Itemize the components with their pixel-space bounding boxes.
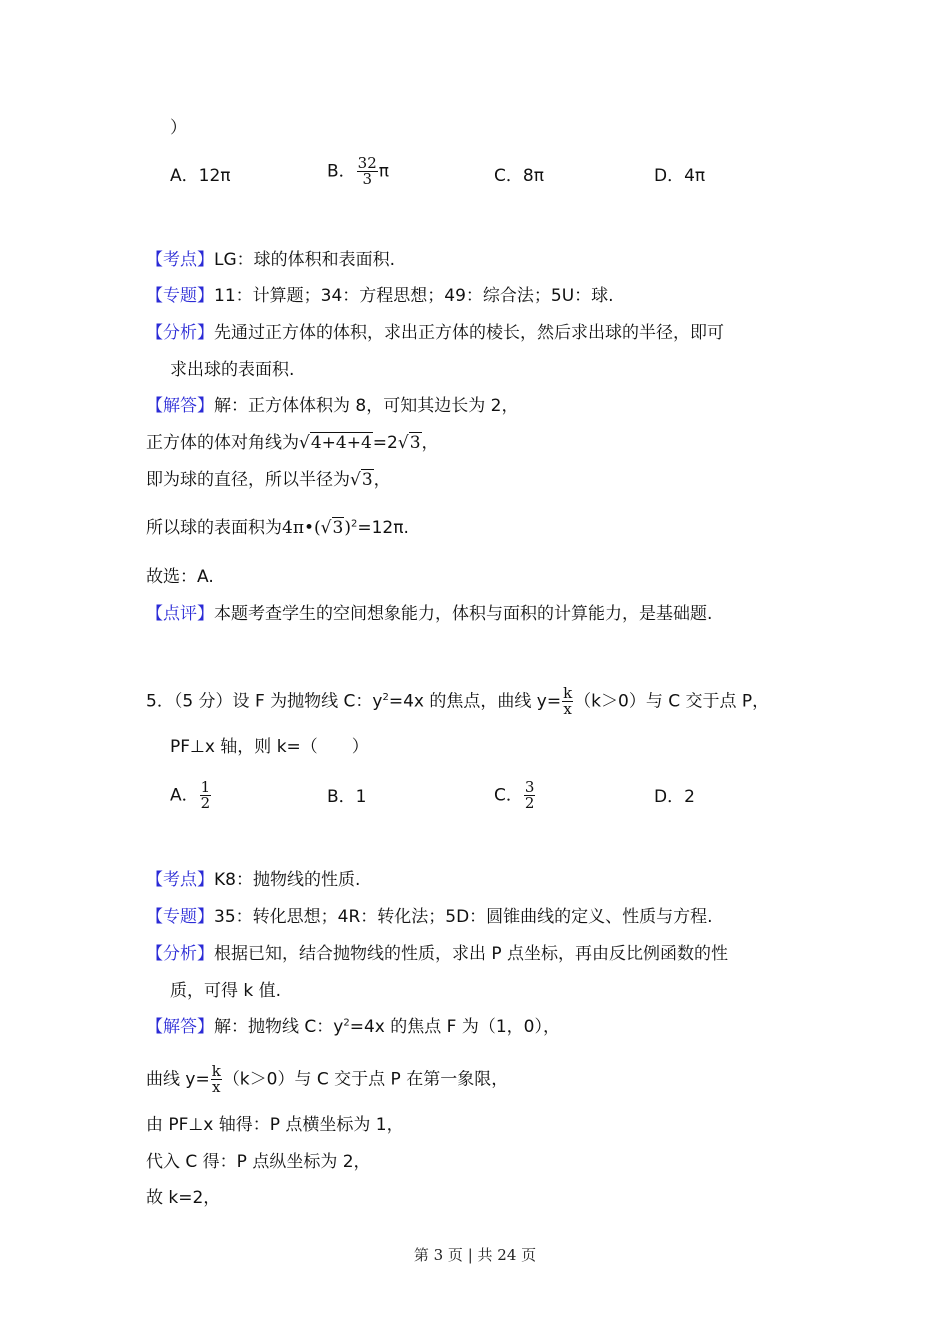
q5-option-b: B．1 (327, 787, 367, 807)
q5-stem: 5．（5 分）设 F 为抛物线 C：$y^2=4x$ 的焦点，曲线 y= $\frac{k}{x}$ （k＞0）与 C 交于点 P， (146, 684, 770, 718)
q5-fenxi-cont: 质，可得 k 值. (170, 981, 282, 1001)
q4-option-b: B． $\frac{32}{3}$ π (327, 154, 390, 188)
sqrt: √4+4+4 (299, 433, 372, 453)
q4-dianping: 【点评】本题考查学生的空间想象能力，体积与面积的计算能力，是基础题. (146, 604, 713, 624)
section-tag: 【解答】 (146, 1017, 214, 1037)
sqrt: √3 (350, 470, 373, 490)
q5-stem-cont: PF⊥x 轴，则 k=（ ） (170, 737, 369, 757)
option-value: 8π (522, 166, 544, 186)
option-label: D． (654, 166, 685, 186)
section-tag: 【分析】 (146, 944, 214, 964)
section-tag: 【考点】 (146, 250, 214, 270)
q4-option-d (654, 164, 705, 188)
page-footer: 第 3 页 | 共 24 页 (413, 1246, 537, 1264)
q5-jieda-line3: 由 PF⊥x 轴得：P 点横坐标为 1， (146, 1115, 404, 1135)
option-value: 4π (684, 166, 706, 186)
option-label: A． (170, 166, 199, 186)
q5-jieda-line2: 曲线 y= $\frac{k}{x}$ （k＞0）与 C 交于点 P 在第一象限， (146, 1062, 509, 1096)
fraction: $\frac{k}{x}$ (563, 684, 573, 718)
q5-jieda-line4: 代入 C 得：P 点纵坐标为 2， (146, 1152, 371, 1172)
sqrt: √3 (397, 433, 421, 453)
q4-option-a (170, 164, 231, 188)
q4-jieda: 【解答】解：正方体体积为 8，可知其边长为 2， (146, 396, 519, 416)
q4-jieda-line4: 所以球的表面积为$4\pi•(√3)^2=12\pi$. (146, 518, 409, 538)
fraction: $\frac{1}{2}$ (200, 778, 211, 812)
option-value: 12π (198, 166, 231, 186)
q5-jieda: 【解答】解：抛物线 C：$y^2=4x$ 的焦点 F 为（1，0）， (146, 1017, 560, 1037)
section-tag: 【专题】 (146, 286, 214, 306)
q5-zhuanti: 【专题】35：转化思想；4R：转化法；5D：圆锥曲线的定义、性质与方程. (146, 907, 713, 927)
q5-option-a: A． $\frac{1}{2}$ (170, 778, 211, 812)
question-paren-close: ） (170, 118, 187, 138)
q4-fenxi-cont: 求出球的表面积. (170, 360, 295, 380)
fraction: $\frac{k}{x}$ (211, 1062, 221, 1096)
section-tag: 【分析】 (146, 323, 214, 343)
fraction: $\frac{32}{3}$ (357, 154, 377, 188)
q5-option-c: C． $\frac{3}{2}$ (494, 778, 535, 812)
option-label: B． (327, 161, 356, 182)
sqrt: √3 (320, 518, 344, 538)
q5-kaodian: 【考点】K8：抛物线的性质. (146, 870, 361, 890)
q4-jieda-line5: 故选：A. (146, 567, 214, 587)
q4-fenxi: 【分析】先通过正方体的体积，求出正方体的棱长，然后求出球的半径，即可 (146, 323, 724, 343)
q5-option-d: D．2 (654, 787, 695, 807)
option-label: C． (494, 166, 523, 186)
q5-fenxi: 【分析】根据已知，结合抛物线的性质，求出 P 点坐标，再由反比例函数的性 (146, 944, 729, 964)
q4-zhuanti: 【专题】11：计算题；34：方程思想；49：综合法；5U：球. (146, 286, 614, 306)
q4-jieda-line3: 即为球的直径，所以半径为√3， (146, 470, 391, 490)
q4-kaodian: 【考点】LG：球的体积和表面积. (146, 250, 396, 270)
section-tag: 【解答】 (146, 396, 214, 416)
q4-option-c (494, 164, 544, 188)
section-tag: 【考点】 (146, 870, 214, 890)
section-tag: 【专题】 (146, 907, 214, 927)
fraction: $\frac{3}{2}$ (524, 778, 535, 812)
q4-jieda-line2: 正方体的体对角线为√4+4+4=2√3， (146, 433, 439, 453)
section-tag: 【点评】 (146, 604, 214, 624)
q5-jieda-line5: 故 k=2， (146, 1188, 221, 1208)
